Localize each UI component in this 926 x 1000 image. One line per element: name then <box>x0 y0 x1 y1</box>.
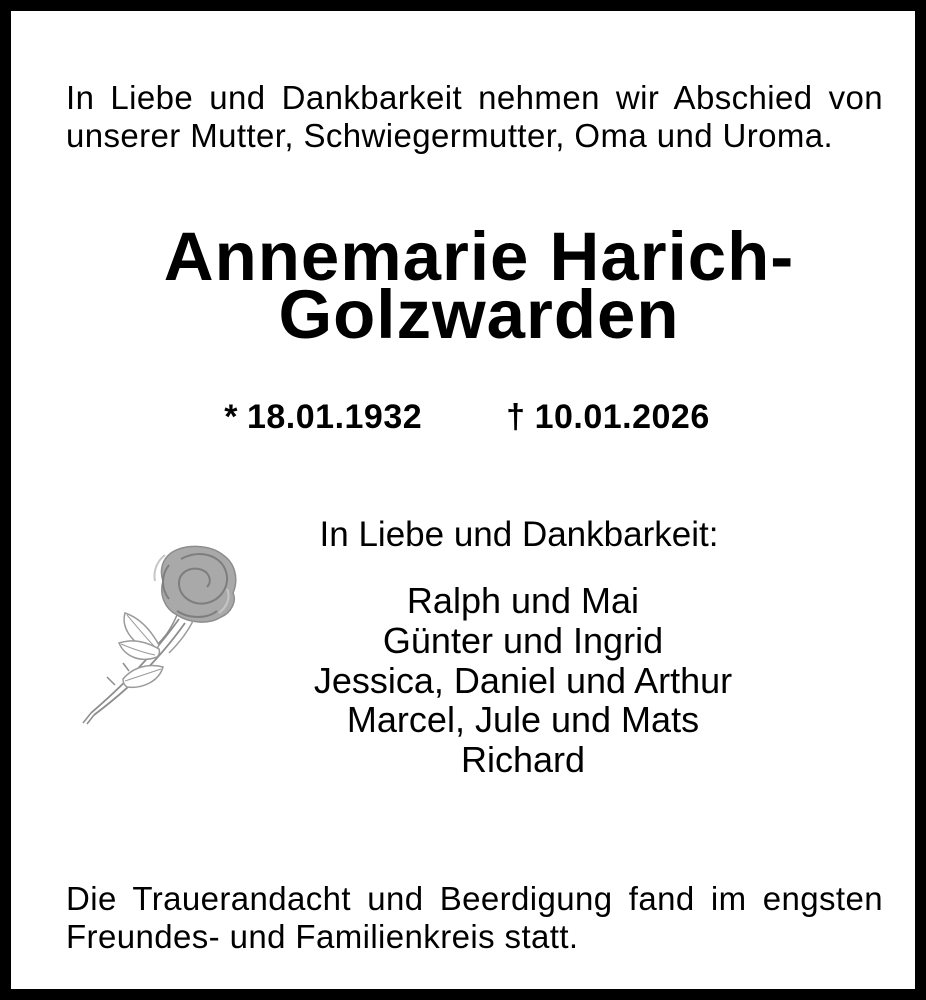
closing-paragraph <box>66 880 883 955</box>
mourner-line: Marcel, Jule und Mats <box>346 699 700 741</box>
mourner-line: Jessica, Daniel und Arthur <box>313 659 733 701</box>
intro-line-1: In Liebe und Dankbarkeit nehmen wir Abschied von <box>66 79 883 116</box>
mourner-line: Günter und Ingrid <box>382 619 664 661</box>
intro-line-2: unserer Mutter, Schwiegermutter, Oma und Uroma. <box>66 116 834 154</box>
life-dates <box>4 400 926 434</box>
intro-paragraph <box>66 79 883 154</box>
death-date-value: 10.01.2026 <box>534 398 710 436</box>
deceased-name-line-2: Golzwarden <box>278 276 680 353</box>
birth-date-value: 18.01.1932 <box>246 398 423 436</box>
deceased-name <box>22 218 926 353</box>
deceased-name-line-1: Annemarie Harich- <box>163 218 795 295</box>
death-cross-icon: † <box>506 398 526 436</box>
birth-date <box>224 400 422 434</box>
mourner-line: Richard <box>460 739 586 781</box>
closing-line-1: Die Trauerandacht und Beerdigung fand im engsten <box>66 880 883 917</box>
tribute-heading: In Liebe und Dankbarkeit: <box>319 515 719 554</box>
closing-line-2: Freundes- und Familienkreis statt. <box>66 917 579 955</box>
mourner-line: Ralph und Mai <box>406 580 640 621</box>
death-date <box>506 400 710 434</box>
mourner-list <box>116 581 926 780</box>
birth-star-icon: * <box>224 398 238 436</box>
